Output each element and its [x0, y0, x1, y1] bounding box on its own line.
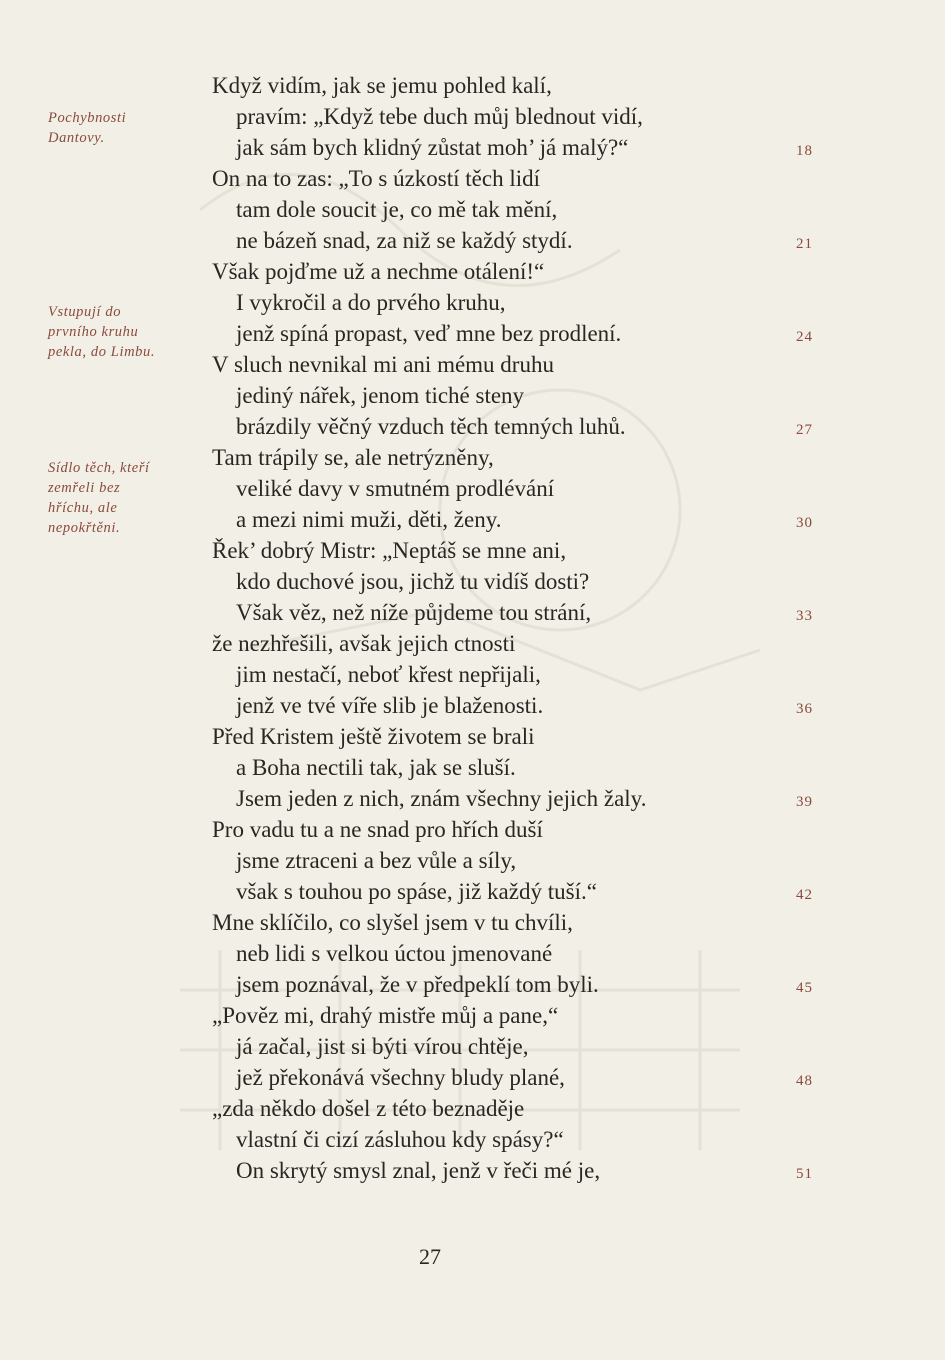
verse-line: Tam trápily se, ale netrýzněny, [212, 445, 494, 470]
line-number: 33 [796, 608, 813, 624]
verse-line: jsem poznával, že v předpeklí tom byli. [236, 972, 599, 997]
verse-line: kdo duchové jsou, jichž tu vidíš dosti? [236, 569, 590, 594]
verse-line: Před Kristem ještě životem se brali [212, 724, 535, 749]
verse-line: jež překonává všechny bludy plané, [236, 1065, 565, 1090]
verse-line: Však věz, než níže půjdeme tou strání, [236, 600, 592, 625]
line-number: 51 [796, 1166, 813, 1182]
verse-line: však s touhou po spáse, již každý tuší.“ [236, 879, 597, 904]
verse-line: jim nestačí, neboť křest nepřijali, [236, 662, 541, 687]
verse-line: On na to zas: „To s úzkostí těch lidí [212, 166, 540, 191]
verse-line: brázdily věčný vzduch těch temných luhů. [236, 414, 626, 439]
verse-line: jenž spíná propast, veď mne bez prodlení. [236, 321, 622, 346]
verse-line: ne bázeň snad, za niž se každý stydí. [236, 228, 573, 253]
margin-note: Sídlo těch, kteří zemřeli bez hříchu, ale nepokřtěni. [48, 460, 150, 536]
page-number: 27 [419, 1244, 441, 1269]
line-number: 27 [796, 422, 813, 438]
line-number: 39 [796, 794, 813, 810]
verse-line: jsme ztraceni a bez vůle a síly, [236, 848, 517, 873]
verse-line: I vykročil a do prvého kruhu, [236, 290, 506, 315]
verse-line: a Boha nectili tak, jak se sluší. [236, 755, 516, 780]
verse-line: veliké davy v smutném prodlévání [236, 476, 555, 501]
verse-line: já začal, jist si býti vírou chtěje, [236, 1034, 529, 1059]
margin-note: Vstupují do prvního kruhu pekla, do Limbu. [48, 304, 156, 360]
verse-line: Pro vadu tu a ne snad pro hřích duší [212, 817, 543, 842]
verse-line: jediný nářek, jenom tiché steny [236, 383, 525, 408]
verse-line: Však pojďme už a nechme otálení!“ [212, 259, 545, 284]
line-number: 48 [796, 1073, 813, 1089]
verse-line: jenž ve tvé víře slib je blaženosti. [236, 693, 544, 718]
verse-line: On skrytý smysl znal, jenž v řeči mé je, [236, 1158, 601, 1183]
line-number: 42 [796, 887, 813, 903]
line-number: 45 [796, 980, 813, 996]
verse-line: V sluch nevnikal mi ani mému druhu [212, 352, 554, 377]
verse-line: neb lidi s velkou úctou jmenované [236, 941, 553, 966]
line-number: 24 [796, 329, 813, 345]
line-number: 30 [796, 515, 813, 531]
verse-line: Řek’ dobrý Mistr: „Neptáš se mne ani, [212, 538, 567, 563]
verse-line: Když vidím, jak se jemu pohled kalí, [212, 73, 552, 98]
verse-line: Mne sklíčilo, co slyšel jsem v tu chvíli, [212, 910, 573, 935]
verse-line: pravím: „Když tebe duch můj blednout vidí, [236, 104, 643, 129]
verse-line: jak sám bych klidný zůstat moh’ já malý?“ [236, 135, 629, 160]
verse-line: „zda někdo došel z této beznaděje [212, 1096, 525, 1121]
verse-line: Jsem jeden z nich, znám všechny jejich žaly. [236, 786, 647, 811]
verse-line: vlastní či cizí zásluhou kdy spásy?“ [236, 1127, 564, 1152]
margin-note: Pochybnosti Dantovy. [48, 110, 127, 146]
line-number: 18 [796, 143, 813, 159]
verse-line: že nezhřešili, avšak jejich ctnosti [212, 631, 516, 656]
verse-line: a mezi nimi muži, děti, ženy. [236, 507, 502, 532]
line-number: 21 [796, 236, 813, 252]
line-number: 36 [796, 701, 813, 717]
verse-line: tam dole soucit je, co mě tak mění, [236, 197, 558, 222]
verse-line: „Pověz mi, drahý mistře můj a pane,“ [212, 1003, 559, 1028]
